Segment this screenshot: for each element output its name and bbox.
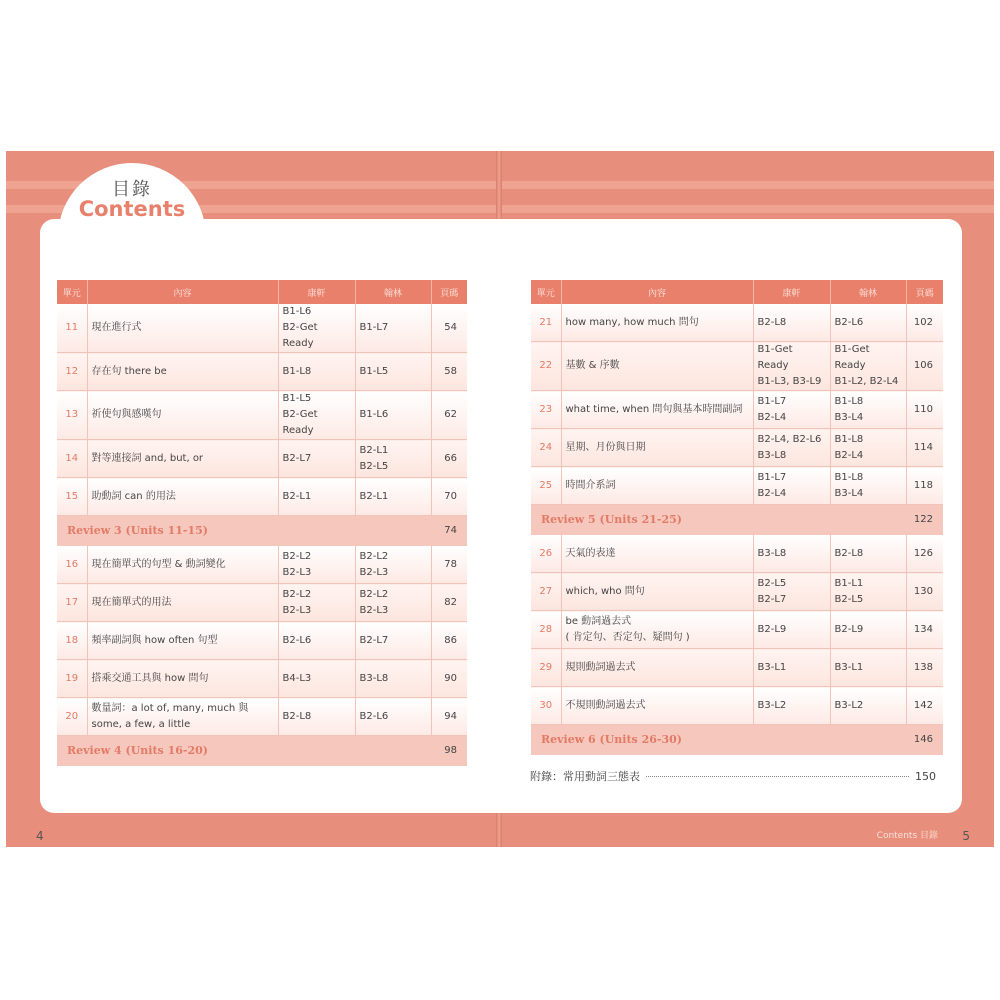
table-row[interactable] [531, 342, 943, 391]
col-unit: 單元 [57, 280, 87, 304]
cell-line: B1-L5 [282, 393, 312, 404]
cell-line: B1-Get Ready [757, 344, 793, 371]
heading-en: Contents [78, 197, 186, 221]
cell-line: some, a few, a little [91, 718, 191, 730]
table-row[interactable] [57, 391, 467, 440]
kangxuan-ref [278, 304, 355, 353]
col-content: 內容 [87, 280, 278, 304]
unit-topic [561, 342, 753, 391]
hanlin-ref [830, 649, 906, 687]
cell-line: B2-L6 [359, 710, 389, 722]
unit-topic [561, 573, 753, 611]
cell-line: 現在進行式 [91, 322, 142, 333]
table-row[interactable] [531, 687, 943, 725]
table-row[interactable] [531, 467, 943, 505]
unit-topic [87, 660, 278, 698]
cell-line: B2-L4 [834, 449, 864, 461]
page-ref: 130 [906, 573, 943, 611]
hanlin-ref [830, 467, 906, 505]
review-page: 146 [906, 725, 943, 756]
hanlin-ref [830, 535, 906, 573]
table-row[interactable] [531, 429, 943, 467]
unit-topic [87, 304, 278, 353]
unit-topic [87, 440, 278, 478]
cell-line: B3-L4 [834, 411, 864, 423]
cell-line: B3-L8 [757, 547, 787, 559]
unit-number: 23 [531, 391, 561, 429]
kangxuan-ref [278, 478, 355, 516]
page-ref: 110 [906, 391, 943, 429]
col-kangxuan: 康軒 [278, 280, 355, 304]
unit-number: 27 [531, 573, 561, 611]
cell-line: B2-L5 [359, 460, 389, 472]
col-hanlin: 翰林 [355, 280, 431, 304]
hanlin-ref [830, 391, 906, 429]
cell-line: 規則動詞過去式 [565, 661, 636, 673]
cell-line: B1-L7 [757, 471, 787, 483]
unit-topic [87, 353, 278, 391]
unit-topic [561, 535, 753, 573]
cell-line: B1-L8 [834, 433, 864, 445]
unit-topic [561, 304, 753, 342]
table-header [531, 280, 943, 304]
table-row[interactable] [531, 573, 943, 611]
toc-table-right [531, 280, 943, 755]
col-kangxuan: 康軒 [753, 280, 830, 304]
page-ref: 86 [431, 622, 467, 660]
hanlin-ref [830, 429, 906, 467]
cell-line: 時間介系詞 [565, 479, 616, 491]
unit-number: 24 [531, 429, 561, 467]
page-ref: 134 [906, 611, 943, 649]
cell-line: B2-L9 [834, 623, 864, 635]
col-content: 內容 [561, 280, 753, 304]
cell-line: 助動詞 can 的用法 [91, 490, 176, 502]
cell-line: B2-L6 [834, 316, 864, 328]
unit-number: 11 [57, 304, 87, 353]
unit-topic [87, 698, 278, 736]
table-row[interactable] [57, 353, 467, 391]
cell-line: B2-L4 [757, 487, 787, 499]
hanlin-ref [830, 611, 906, 649]
cell-line: B1-L8 [834, 471, 864, 483]
kangxuan-ref [278, 660, 355, 698]
unit-number: 13 [57, 391, 87, 440]
cell-line: B1-L8 [834, 395, 864, 407]
cell-line: B2-L6 [282, 634, 312, 646]
cell-line: be 動詞過去式 [565, 615, 632, 627]
cell-line: B3-L4 [834, 487, 864, 499]
unit-topic [87, 622, 278, 660]
page-ref: 58 [431, 353, 467, 391]
kangxuan-ref [753, 687, 830, 725]
review-label: Review 5 (Units 21-25) [531, 505, 906, 536]
kangxuan-ref [278, 584, 355, 622]
review-label: Review 3 (Units 11-15) [57, 516, 431, 547]
cell-line: 現在簡單式的用法 [91, 596, 172, 608]
unit-topic [561, 611, 753, 649]
unit-topic [87, 584, 278, 622]
cell-line: 現在簡單式的句型 & 動詞變化 [91, 558, 226, 570]
table-row[interactable] [531, 535, 943, 573]
cell-line: B2-L3 [359, 604, 389, 616]
kangxuan-ref [278, 440, 355, 478]
cell-line: B2-L1 [359, 490, 389, 502]
page-ref: 126 [906, 535, 943, 573]
page-ref: 114 [906, 429, 943, 467]
cell-line: B1-L8 [282, 365, 312, 377]
kangxuan-ref [278, 546, 355, 584]
cell-line: B3-L2 [757, 699, 787, 711]
cell-line: 星期、月份與日期 [565, 441, 646, 453]
hanlin-ref [830, 304, 906, 342]
review-label: Review 4 (Units 16-20) [57, 736, 431, 767]
unit-topic [87, 478, 278, 516]
hanlin-ref [355, 660, 431, 698]
review-row[interactable] [531, 725, 943, 756]
toc-table-left [57, 280, 467, 766]
unit-number: 12 [57, 353, 87, 391]
cell-line: B2-L3 [282, 604, 312, 616]
cell-line: B2-L4, B2-L6 [757, 433, 822, 445]
unit-number: 19 [57, 660, 87, 698]
cell-line: B2-L7 [282, 452, 312, 464]
table-row[interactable] [531, 611, 943, 649]
cell-line: B2-L8 [757, 316, 787, 328]
unit-number: 18 [57, 622, 87, 660]
unit-number: 28 [531, 611, 561, 649]
kangxuan-ref [753, 649, 830, 687]
col-hanlin: 翰林 [830, 280, 906, 304]
page-ref: 90 [431, 660, 467, 698]
page-ref: 78 [431, 546, 467, 584]
table-header [57, 280, 467, 304]
unit-number: 17 [57, 584, 87, 622]
leader-dots [646, 776, 909, 777]
hanlin-ref [355, 440, 431, 478]
kangxuan-ref [753, 535, 830, 573]
cell-line: B1-L1 [834, 577, 864, 589]
cell-line: 天氣的表達 [565, 547, 616, 559]
cell-line: 祈使句與感嘆句 [91, 409, 162, 420]
cell-line: B2-L2 [359, 550, 389, 562]
cell-line: B2-L3 [359, 566, 389, 578]
unit-number: 29 [531, 649, 561, 687]
kangxuan-ref [278, 391, 355, 440]
page-number-right: 5 [962, 829, 970, 843]
unit-number: 26 [531, 535, 561, 573]
page-ref: 118 [906, 467, 943, 505]
page-ref: 106 [906, 342, 943, 391]
cell-line: B2-L5 [834, 593, 864, 605]
unit-number: 25 [531, 467, 561, 505]
hanlin-ref [830, 342, 906, 391]
review-label: Review 6 (Units 26-30) [531, 725, 906, 756]
unit-topic [561, 649, 753, 687]
kangxuan-ref [753, 573, 830, 611]
cell-line: B2-L5 [757, 577, 787, 589]
table-row[interactable] [57, 478, 467, 516]
unit-number: 22 [531, 342, 561, 391]
cell-line: B1-L3, B3-L9 [757, 376, 822, 387]
unit-topic [87, 546, 278, 584]
hanlin-ref [355, 304, 431, 353]
hanlin-ref [355, 353, 431, 391]
cell-line: B3-L1 [834, 661, 864, 673]
kangxuan-ref [278, 353, 355, 391]
cell-line: B2-L2 [282, 588, 312, 600]
unit-topic [87, 391, 278, 440]
cell-line: which, who 問句 [565, 585, 645, 597]
unit-number: 20 [57, 698, 87, 736]
cell-line: B1-L6 [282, 306, 312, 317]
unit-number: 30 [531, 687, 561, 725]
unit-number: 16 [57, 546, 87, 584]
cell-line: B2-Get Ready [282, 322, 318, 349]
appendix-page: 150 [915, 770, 936, 783]
cell-line: B4-L3 [282, 672, 312, 684]
cell-line: B2-L8 [282, 710, 312, 722]
table-row[interactable] [57, 440, 467, 478]
cell-line: B1-L7 [757, 395, 787, 407]
table-row[interactable] [57, 546, 467, 584]
appendix-entry[interactable] [530, 768, 936, 784]
page-ref: 142 [906, 687, 943, 725]
cell-line: 存在句 there be [91, 365, 167, 377]
cell-line: 頻率副詞與 how often 句型 [91, 634, 218, 646]
cell-line: B3-L2 [834, 699, 864, 711]
unit-number: 21 [531, 304, 561, 342]
unit-number: 14 [57, 440, 87, 478]
table-row[interactable] [57, 622, 467, 660]
heading-cn: 目錄 [112, 179, 152, 200]
unit-topic [561, 391, 753, 429]
table-row[interactable] [531, 391, 943, 429]
table-row[interactable] [531, 304, 943, 342]
hanlin-ref [830, 573, 906, 611]
hanlin-ref [830, 687, 906, 725]
col-unit: 單元 [531, 280, 561, 304]
hanlin-ref [355, 584, 431, 622]
page-ref: 54 [431, 304, 467, 353]
table-row[interactable] [57, 584, 467, 622]
unit-topic [561, 467, 753, 505]
review-row[interactable] [57, 516, 467, 547]
kangxuan-ref [753, 467, 830, 505]
cell-line: B1-L2, B2-L4 [834, 376, 899, 387]
col-page: 頁碼 [431, 280, 467, 304]
cell-line: 對等連接詞 and, but, or [91, 452, 204, 464]
page-ref: 62 [431, 391, 467, 440]
kangxuan-ref [753, 429, 830, 467]
hanlin-ref [355, 622, 431, 660]
unit-topic [561, 429, 753, 467]
cell-line: B3-L1 [757, 661, 787, 673]
kangxuan-ref [753, 304, 830, 342]
cell-line: ( 肯定句、否定句、疑問句 ) [565, 631, 690, 643]
table-row[interactable] [531, 649, 943, 687]
cell-line: B2-L2 [282, 550, 312, 562]
kangxuan-ref [753, 611, 830, 649]
table-row[interactable] [57, 304, 467, 353]
review-page: 98 [431, 736, 467, 767]
cell-line: B2-L8 [834, 547, 864, 559]
unit-number: 15 [57, 478, 87, 516]
hanlin-ref [355, 698, 431, 736]
cell-line: B2-L3 [282, 566, 312, 578]
col-page: 頁碼 [906, 280, 943, 304]
cell-line: B1-L6 [359, 409, 389, 420]
page-ref: 102 [906, 304, 943, 342]
cell-line: B1-Get Ready [834, 344, 870, 371]
review-page: 122 [906, 505, 943, 536]
page-ref: 66 [431, 440, 467, 478]
review-page: 74 [431, 516, 467, 547]
cell-line: B2-L7 [757, 593, 787, 605]
kangxuan-ref [753, 342, 830, 391]
cell-line: 不規則動詞過去式 [565, 699, 646, 711]
cell-line: 搭乘交通工具與 how 問句 [91, 672, 209, 684]
kangxuan-ref [278, 622, 355, 660]
hanlin-ref [355, 391, 431, 440]
page-ref: 82 [431, 584, 467, 622]
page-number-left: 4 [36, 829, 44, 843]
kangxuan-ref [278, 698, 355, 736]
cell-line: B2-L1 [359, 444, 389, 456]
cell-line: 數量詞：a lot of, many, much 與 [91, 702, 249, 714]
kangxuan-ref [753, 391, 830, 429]
table-row[interactable] [57, 660, 467, 698]
cell-line: B2-L1 [282, 490, 312, 502]
page-ref: 70 [431, 478, 467, 516]
review-row[interactable] [531, 505, 943, 536]
hanlin-ref [355, 546, 431, 584]
cell-line: B2-L4 [757, 411, 787, 423]
unit-topic [561, 687, 753, 725]
cell-line: B2-L9 [757, 623, 787, 635]
footer-label: Contents 目錄 [876, 831, 938, 841]
cell-line: how many, how much 問句 [565, 316, 699, 328]
table-row[interactable] [57, 698, 467, 736]
cell-line: B3-L8 [757, 449, 787, 461]
cell-line: 基數 & 序數 [565, 360, 620, 371]
cell-line: what time, when 問句與基本時間副詞 [565, 403, 743, 415]
hanlin-ref [355, 478, 431, 516]
cell-line: B1-L5 [359, 365, 389, 377]
appendix-label: 附錄：常用動詞三態表 [530, 770, 640, 783]
cell-line: B2-Get Ready [282, 409, 318, 436]
cell-line: B3-L8 [359, 672, 389, 684]
cell-line: B2-L2 [359, 588, 389, 600]
page-ref: 94 [431, 698, 467, 736]
page-ref: 138 [906, 649, 943, 687]
cell-line: B1-L7 [359, 322, 389, 333]
cell-line: B2-L7 [359, 634, 389, 646]
review-row[interactable] [57, 736, 467, 767]
